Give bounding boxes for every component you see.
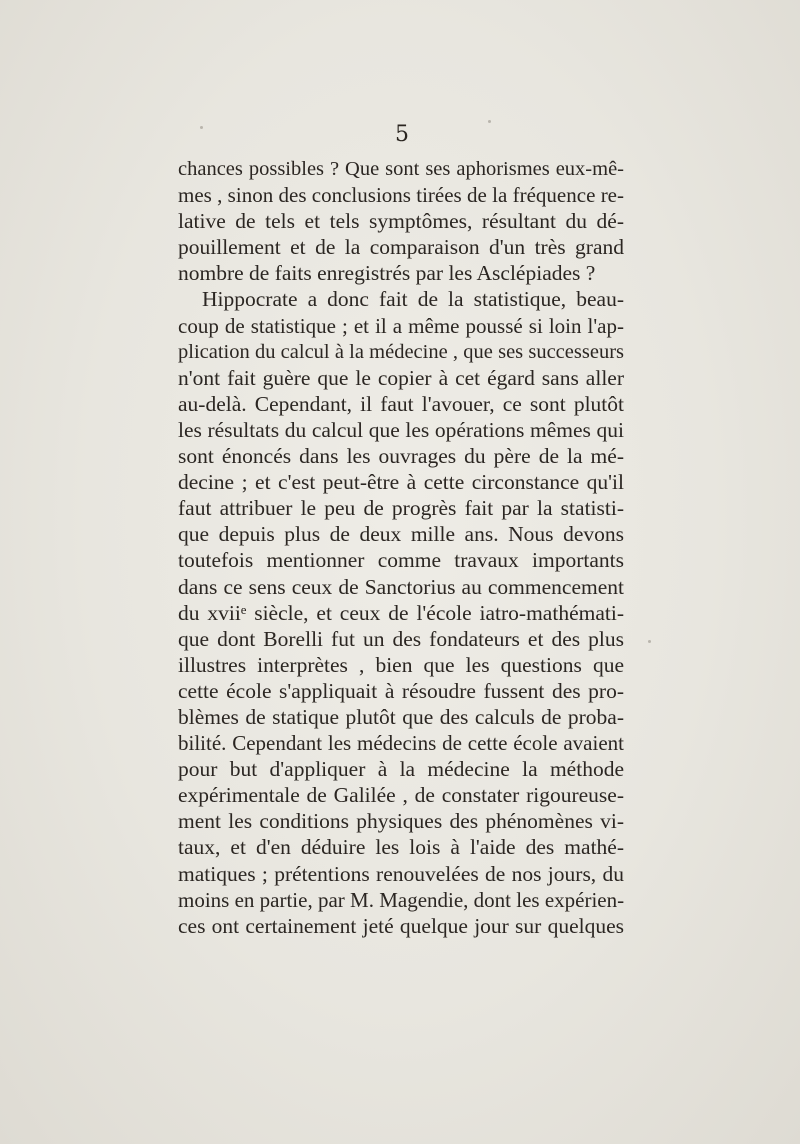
text-line: matiques ; prétentions renouvelées de nos jours, du xyxy=(178,861,624,886)
paper-speck xyxy=(488,120,491,123)
text-line: du xviiᵉ siècle, et ceux de l'école iatro-mathémati- xyxy=(178,600,624,625)
text-line: plication du calcul à la médecine , que ses successeurs xyxy=(178,340,624,363)
paper-speck xyxy=(200,126,203,129)
text-line: moins en partie, par M. Magendie, dont les expérien- xyxy=(178,887,625,912)
text-line: les résultats du calcul que les opérations mêmes qui xyxy=(178,417,624,442)
text-line: pouillement et de la comparaison d'un très grand xyxy=(178,235,624,260)
text-line: que dont Borelli fut un des fondateurs et des plus xyxy=(178,626,624,651)
text-line: au-delà. Cependant, il faut l'avouer, ce sont plutôt xyxy=(178,391,624,416)
text-line: lative de tels et tels symptômes, résultant du dé- xyxy=(178,209,624,234)
text-line: taux, et d'en déduire les lois à l'aide des mathé- xyxy=(178,835,624,860)
page-number: 5 xyxy=(395,122,409,147)
body-text xyxy=(178,156,624,939)
text-line: illustres interprètes , bien que les questions que xyxy=(178,652,624,677)
text-line: ment les conditions physiques des phénomènes vi- xyxy=(178,809,624,834)
text-line: ces ont certainement jeté quelque jour sur quelques xyxy=(178,913,624,938)
text-line: coup de statistique ; et il a même poussé si loin l'ap- xyxy=(178,313,624,338)
text-line: pour but d'appliquer à la médecine la méthode xyxy=(178,757,624,782)
text-line: que depuis plus de deux mille ans. Nous devons xyxy=(178,522,624,547)
text-line: mes , sinon des conclusions tirées de la fréquence re- xyxy=(178,183,624,208)
text-line: Hippocrate a donc fait de la statistique, beau- xyxy=(202,287,624,312)
text-line: blèmes de statique plutôt que des calculs de proba- xyxy=(178,704,624,729)
text-line: nombre de faits enregistrés par les Asclépiades ? xyxy=(178,261,596,286)
text-line: cette école s'appliquait à résoudre fussent des pro- xyxy=(178,678,624,703)
text-line: toutefois mentionner comme travaux importants xyxy=(178,548,624,573)
text-line: sont énoncés dans les ouvrages du père de la mé- xyxy=(178,444,624,469)
text-line: decine ; et c'est peut-être à cette circonstance qu'il xyxy=(178,470,624,495)
paper-speck xyxy=(648,640,651,643)
text-line: dans ce sens ceux de Sanctorius au commencement xyxy=(178,574,624,599)
text-line: faut attribuer le peu de progrès fait par la statisti- xyxy=(178,496,624,521)
text-line: n'ont fait guère que le copier à cet égard sans aller xyxy=(178,365,624,390)
text-line: chances possibles ? Que sont ses aphorismes eux-mê- xyxy=(178,158,624,180)
text-line: expérimentale de Galilée , de constater rigoureuse- xyxy=(178,783,624,808)
text-line: bilité. Cependant les médecins de cette école avaient xyxy=(178,731,624,756)
